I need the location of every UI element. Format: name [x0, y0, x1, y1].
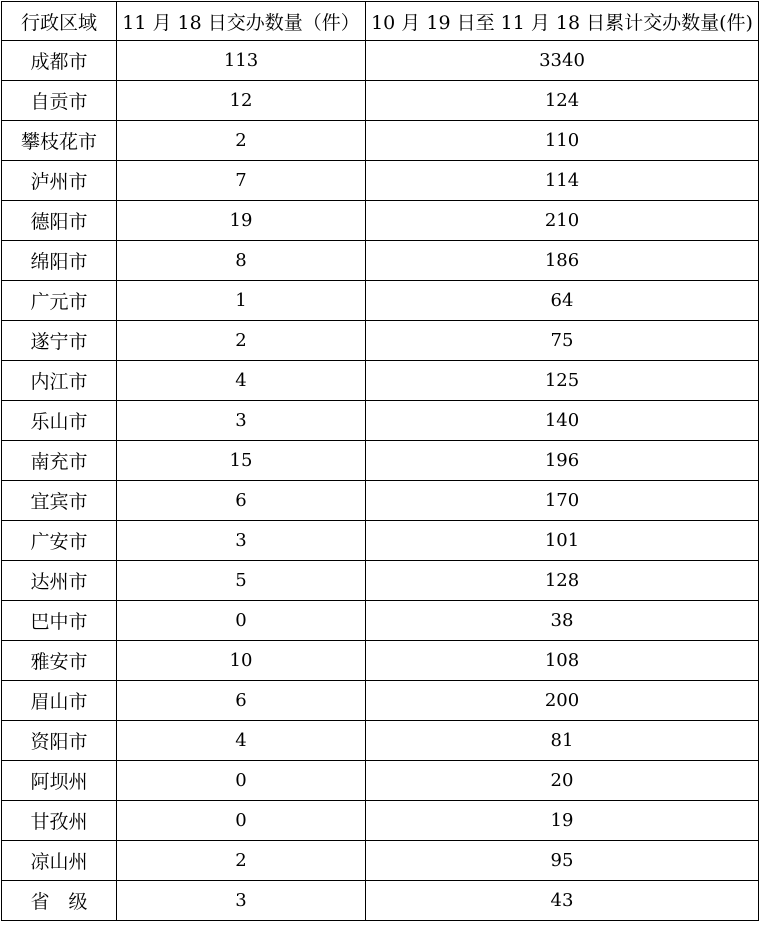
region-cell: 攀枝花市 [2, 121, 117, 161]
cumulative-count-cell: 128 [366, 561, 759, 601]
table-row [2, 401, 759, 441]
table-row [2, 361, 759, 401]
daily-count-cell: 7 [117, 161, 366, 201]
table-row [2, 561, 759, 601]
region-cell: 宜宾市 [2, 481, 117, 521]
region-cell: 省 级 [2, 881, 117, 921]
cumulative-count-cell: 19 [366, 801, 759, 841]
daily-count-cell: 6 [117, 481, 366, 521]
region-cell: 泸州市 [2, 161, 117, 201]
table-row [2, 441, 759, 481]
cumulative-count-cell: 114 [366, 161, 759, 201]
cumulative-count-cell: 210 [366, 201, 759, 241]
daily-count-cell: 10 [117, 641, 366, 681]
table-row [2, 761, 759, 801]
region-cell: 阿坝州 [2, 761, 117, 801]
table-body [2, 41, 759, 921]
table-row [2, 321, 759, 361]
cumulative-count-cell: 75 [366, 321, 759, 361]
table-header [2, 2, 759, 41]
daily-count-cell: 2 [117, 321, 366, 361]
region-cell: 绵阳市 [2, 241, 117, 281]
cumulative-count-cell: 95 [366, 841, 759, 881]
region-cell: 内江市 [2, 361, 117, 401]
region-cell: 德阳市 [2, 201, 117, 241]
daily-count-cell: 0 [117, 601, 366, 641]
region-cell: 广元市 [2, 281, 117, 321]
cumulative-count-cell: 200 [366, 681, 759, 721]
daily-count-cell: 15 [117, 441, 366, 481]
header-daily-count: 11 月 18 日交办数量（件） [117, 2, 366, 41]
table-row [2, 281, 759, 321]
daily-count-cell: 2 [117, 121, 366, 161]
cumulative-count-cell: 186 [366, 241, 759, 281]
table-row [2, 641, 759, 681]
cumulative-count-cell: 20 [366, 761, 759, 801]
region-cell: 巴中市 [2, 601, 117, 641]
daily-count-cell: 0 [117, 801, 366, 841]
cumulative-count-cell: 64 [366, 281, 759, 321]
table-row [2, 241, 759, 281]
header-cumulative-count: 10 月 19 日至 11 月 18 日累计交办数量(件) [366, 2, 759, 41]
daily-count-cell: 4 [117, 721, 366, 761]
cumulative-count-cell: 140 [366, 401, 759, 441]
daily-count-cell: 3 [117, 881, 366, 921]
daily-count-cell: 0 [117, 761, 366, 801]
table-row [2, 201, 759, 241]
table-row [2, 121, 759, 161]
table-row [2, 881, 759, 921]
region-cell: 凉山州 [2, 841, 117, 881]
region-cell: 自贡市 [2, 81, 117, 121]
region-cell: 广安市 [2, 521, 117, 561]
cumulative-count-cell: 81 [366, 721, 759, 761]
table-row [2, 521, 759, 561]
header-region: 行政区域 [2, 2, 117, 41]
region-cell: 达州市 [2, 561, 117, 601]
cumulative-count-cell: 43 [366, 881, 759, 921]
region-cell: 资阳市 [2, 721, 117, 761]
daily-count-cell: 19 [117, 201, 366, 241]
daily-count-cell: 2 [117, 841, 366, 881]
cumulative-count-cell: 170 [366, 481, 759, 521]
region-cell: 乐山市 [2, 401, 117, 441]
daily-count-cell: 12 [117, 81, 366, 121]
cumulative-count-cell: 38 [366, 601, 759, 641]
assignment-statistics-table [1, 1, 759, 921]
daily-count-cell: 3 [117, 521, 366, 561]
daily-count-cell: 8 [117, 241, 366, 281]
table-row [2, 801, 759, 841]
region-cell: 眉山市 [2, 681, 117, 721]
table-row [2, 721, 759, 761]
table-row [2, 601, 759, 641]
daily-count-cell: 6 [117, 681, 366, 721]
cumulative-count-cell: 124 [366, 81, 759, 121]
table-row [2, 81, 759, 121]
daily-count-cell: 5 [117, 561, 366, 601]
table-row [2, 841, 759, 881]
region-cell: 成都市 [2, 41, 117, 81]
table-row [2, 161, 759, 201]
daily-count-cell: 4 [117, 361, 366, 401]
cumulative-count-cell: 196 [366, 441, 759, 481]
cumulative-count-cell: 101 [366, 521, 759, 561]
table-row [2, 681, 759, 721]
region-cell: 雅安市 [2, 641, 117, 681]
cumulative-count-cell: 110 [366, 121, 759, 161]
daily-count-cell: 3 [117, 401, 366, 441]
daily-count-cell: 1 [117, 281, 366, 321]
cumulative-count-cell: 3340 [366, 41, 759, 81]
cumulative-count-cell: 108 [366, 641, 759, 681]
region-cell: 南充市 [2, 441, 117, 481]
cumulative-count-cell: 125 [366, 361, 759, 401]
table-row [2, 481, 759, 521]
table-row [2, 41, 759, 81]
region-cell: 甘孜州 [2, 801, 117, 841]
daily-count-cell: 113 [117, 41, 366, 81]
region-cell: 遂宁市 [2, 321, 117, 361]
header-row [2, 2, 759, 41]
